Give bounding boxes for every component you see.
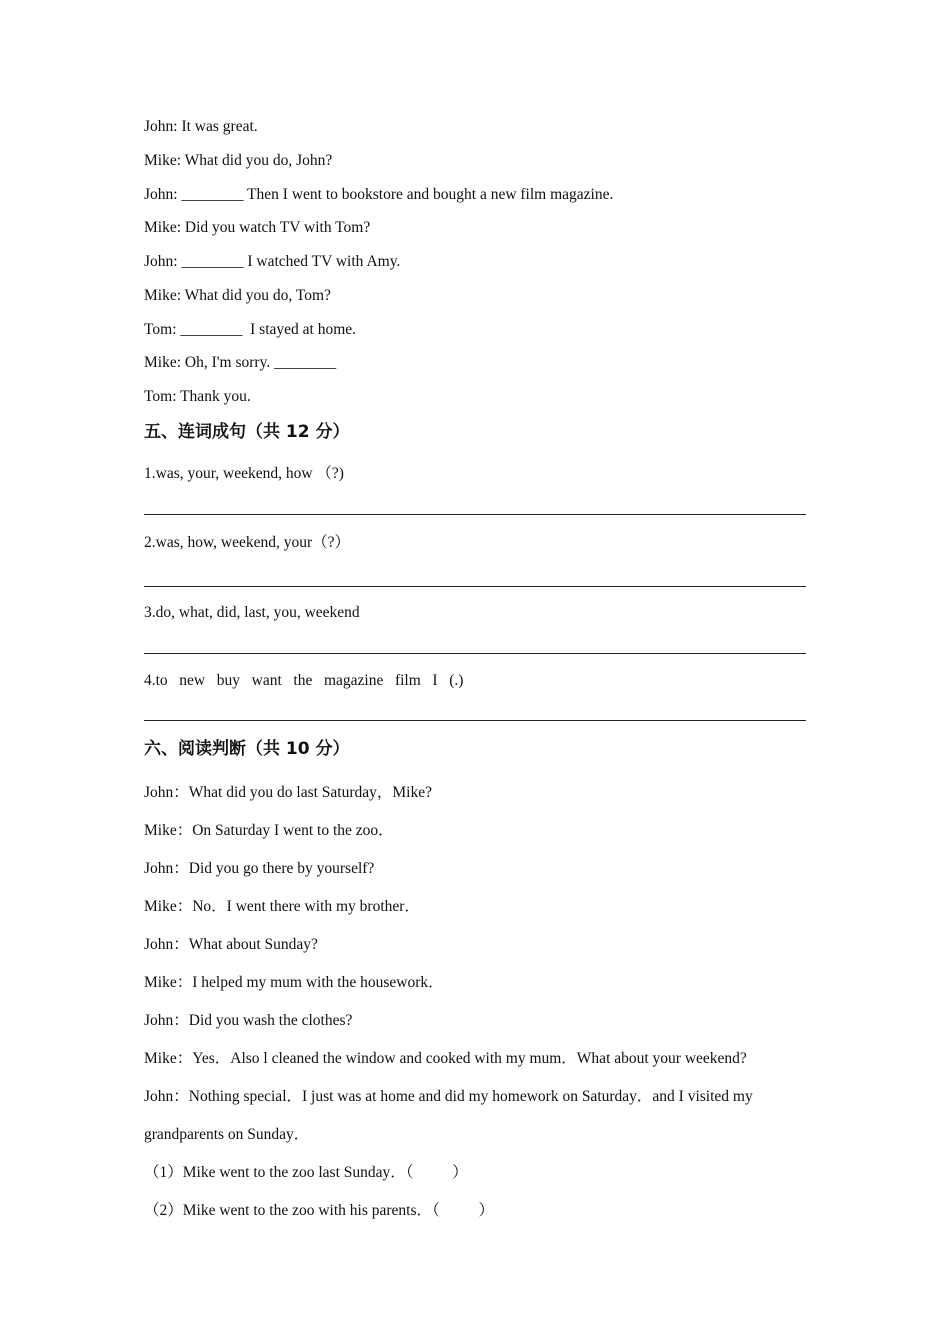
reading-line: Mike：No．I went there with my brother． (144, 898, 420, 915)
reading-line: John：Did you go there by yourself? (144, 860, 375, 877)
dialogue-line: Mike: What did you do, John? (144, 152, 333, 169)
reading-line: grandparents on Sunday． (144, 1126, 310, 1143)
section-title: 六、阅读判断（共 10 分） (144, 739, 350, 759)
reading-line: Mike：Yes．Also l cleaned the window and cooked with my mum．What about your weekend? (144, 1050, 747, 1067)
dialogue-line: Mike: Did you watch TV with Tom? (144, 219, 371, 236)
section-title: 五、连词成句（共 12 分） (144, 422, 350, 442)
dialogue-line: John: ________ Then I went to bookstore and bought a new film magazine. (144, 186, 614, 203)
dialogue-line: Tom: ________ I stayed at home. (144, 321, 357, 338)
reading-line: John：Did you wash the clothes? (144, 1012, 353, 1029)
judgment-question: （2）Mike went to the zoo with his parents．（ ） (144, 1202, 494, 1219)
answer-line (144, 653, 806, 654)
exercise-item: 1.was, your, weekend, how （?) (144, 465, 344, 482)
reading-line: Mike：On Saturday I went to the zoo． (144, 822, 394, 839)
dialogue-line: Mike: What did you do, Tom? (144, 287, 331, 304)
dialogue-line: John: It was great. (144, 118, 258, 135)
exercise-item: 2.was, how, weekend, your（?） (144, 534, 351, 551)
reading-line: John：What did you do last Saturday，Mike? (144, 784, 432, 801)
dialogue-line: Mike: Oh, I'm sorry. ________ (144, 354, 337, 371)
dialogue-line: Tom: Thank you. (144, 388, 251, 405)
judgment-question: （1）Mike went to the zoo last Sunday．（ ） (144, 1164, 468, 1181)
exercise-item: 4.to new buy want the magazine film I (.) (144, 672, 464, 689)
reading-line: John：Nothing special．I just was at home and did my homework on Saturday．and I visited my (144, 1088, 753, 1105)
answer-line (144, 586, 806, 587)
reading-line: Mike：I helped my mum with the housework． (144, 974, 444, 991)
exercise-item: 3.do, what, did, last, you, weekend (144, 604, 360, 621)
dialogue-line: John: ________ I watched TV with Amy. (144, 253, 401, 270)
reading-line: John：What about Sunday? (144, 936, 318, 953)
answer-line (144, 720, 806, 721)
answer-line (144, 514, 806, 515)
